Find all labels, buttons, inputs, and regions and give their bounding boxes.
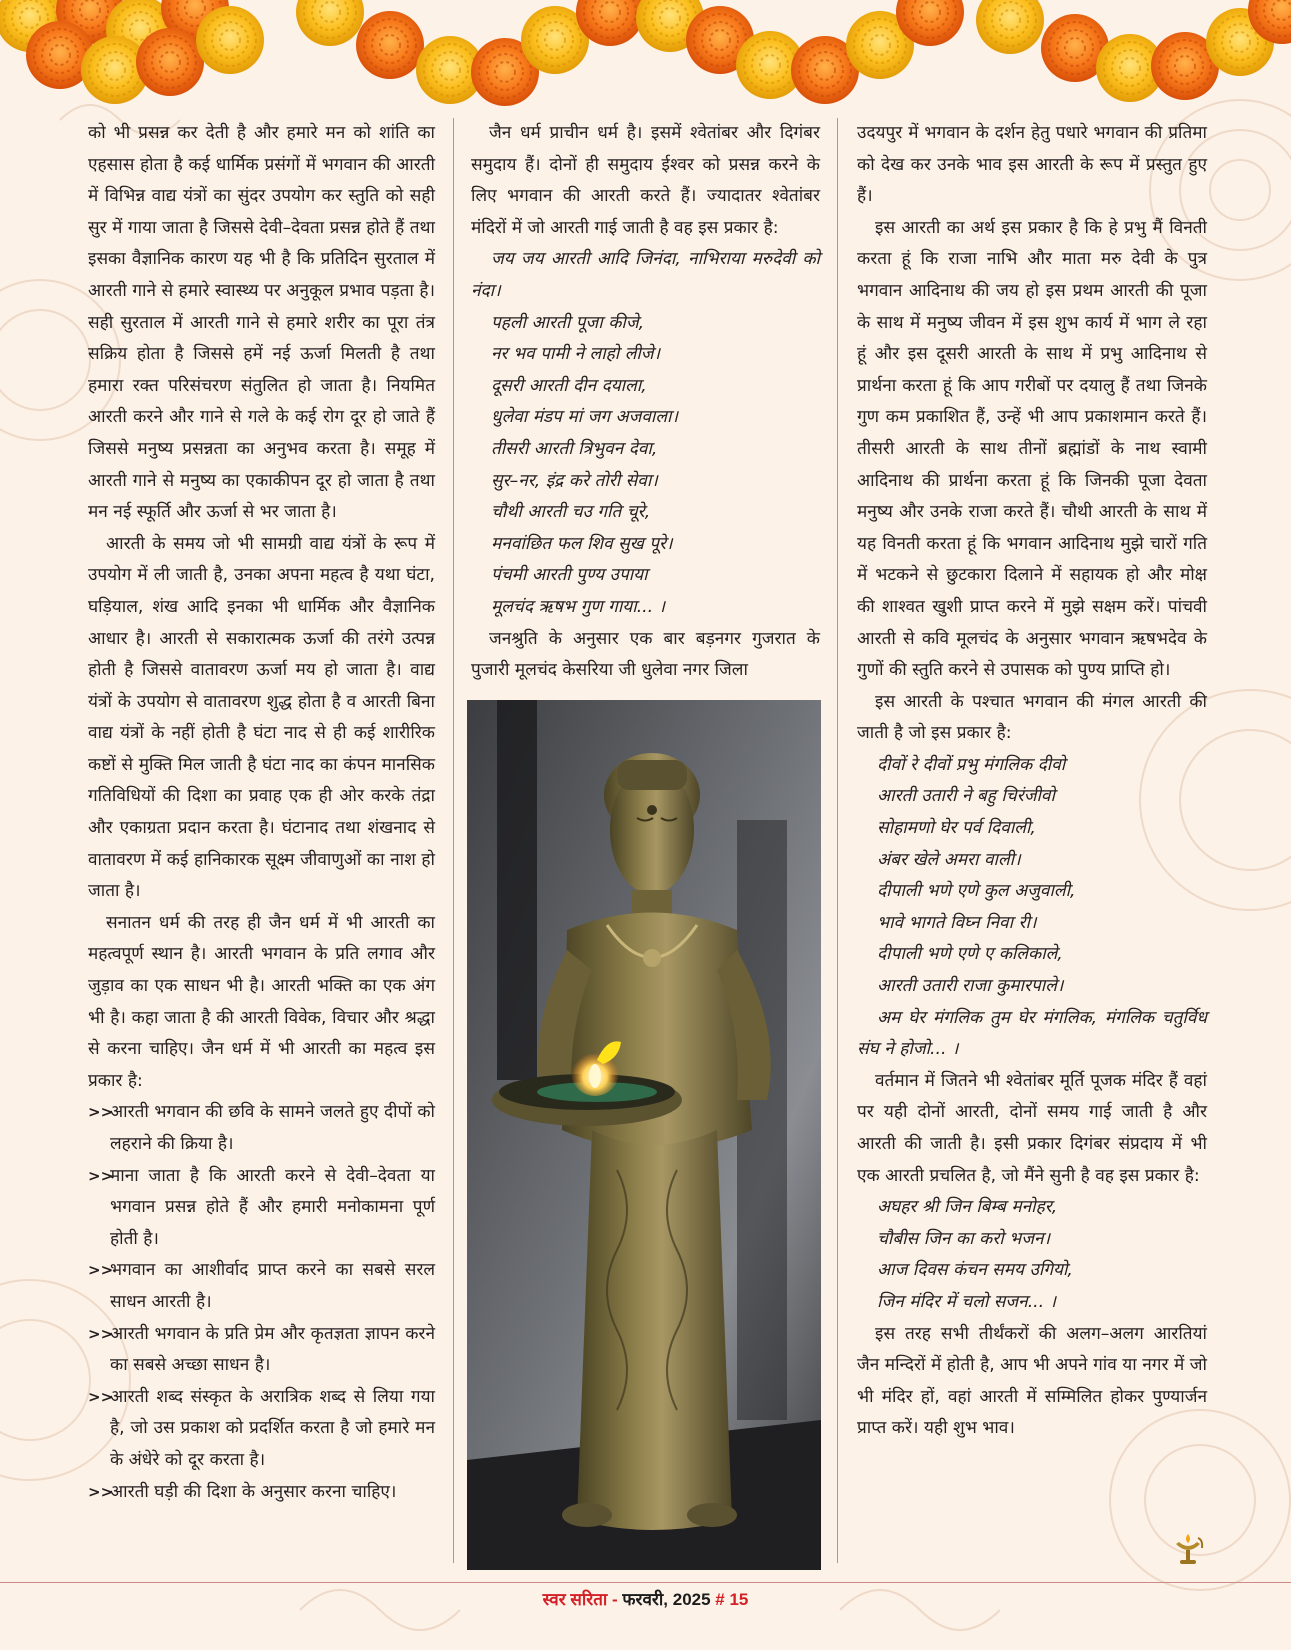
bullet-marker: >>	[88, 1103, 114, 1122]
list-item: >> माना जाता है कि आरती करने से देवी–देवता या भगवान प्रसन्न होते हैं और हमारी मनोकामना पूर्ण होती है।	[88, 1161, 435, 1256]
verse-line: सुर–नर, इंद्र करे तोरी सेवा।	[491, 470, 658, 491]
paragraph-legend: जनश्रुति के अनुसार एक बार बड़नगर गुजरात के पुजारी मूलचंद केसरिया जी धुलेवा नगर जिला	[471, 628, 820, 681]
verse-closing: अम घेर मंगलिक तुम घेर मंगलिक, मंगलिक चतुर्विध संघ ने होजो... ।	[857, 1007, 1207, 1060]
verse-line: आरती उतारी राजा कुमारपाले।	[877, 976, 1064, 997]
verse-line: चौथी आरती चउ गति चूरे,	[491, 502, 651, 523]
verse-line: तीसरी आरती त्रिभुवन देवा,	[491, 438, 658, 459]
verse-line: दीवों रे दीवों प्रभु मंगलिक दीवो	[877, 754, 1066, 775]
marigold-flower	[976, 0, 1044, 54]
verse-line: भावे भागते विघ्न निवा री।	[877, 912, 1037, 933]
verse-line: पहली आरती पूजा कीजे,	[491, 312, 645, 333]
paragraph-aarti-meaning: इस आरती का अर्थ इस प्रकार है कि हे प्रभु मैं विनती करता हूं कि राजा नाभि और माता मरु देवी के पुत्र भगवान आदिनाथ की जय हो इस प्रथम आरती की पूजा के साथ में मनुष्य जीवन में इस शुभ कार्य में भाग ले रहा हूं और इस दूसरी आरती के साथ में प्रभु आदिनाथ से प्रार्थना करता हूं कि आप गरीबों पर दयालु हैं तथा जिनके गुण कम प्रकाशित हैं, उन्हें भी आप प्रकाशमान करते हैं। तीसरी आरती के साथ तीनों ब्रह्मांडों के नाथ स्वामी आदिनाथ की प्रार्थना करता हूं कि जिनकी पूजा देवता मनुष्य और उनके राजा करते हैं। चौथी आरती के साथ में यह विनती करता हूं कि भगवान आदिनाथ मुझे चारों गति में भटकने से छुटकारा दिलाने में सहायक हो और मोक्ष की शाश्वत खुशी प्राप्त करने में मुझे सक्षम करें। पांचवी आरती से कवि मूलचंद के अनुसार भगवान ऋषभदेव के गुणों की स्तुति करने से उपासक को पुण्य प्राप्ति हो।	[857, 217, 1207, 681]
verse-line: धुलेवा मंडप मां जग अजवाला।	[491, 407, 678, 428]
verse-line: दूसरी आरती दीन दयाला,	[491, 375, 647, 396]
paragraph-jain-ancient: जैन धर्म प्राचीन धर्म है। इसमें श्वेतांबर और दिगंबर समुदाय हैं। दोनों ही समुदाय ईश्वर को प्रसन्न करने के लिए भगवान की आरती करते हैं। ज्यादातर श्वेतांबर मंदिरों में जो आरती गाई जाती है वह इस प्रकार है:	[471, 123, 820, 238]
aarti-importance-list	[88, 1097, 435, 1508]
issue-date: फरवरी, 2025	[622, 1590, 711, 1609]
verse-line: सोहामणो घेर पर्व दिवाली,	[877, 818, 1036, 839]
paragraph-udaipur: उदयपुर में भगवान के दर्शन हेतु पधारे भगवान की प्रतिमा को देख कर उनके भाव इस आरती के रूप में प्रस्तुत हुए हैं।	[857, 123, 1207, 207]
verse-line: अंबर खेले अमरा वाली।	[877, 849, 1021, 870]
bullet-marker: >>	[88, 1324, 114, 1343]
verse-line: मूलचंद ऋषभ गुण गाया... ।	[491, 596, 666, 617]
list-item: >> आरती भगवान के प्रति प्रेम और कृतज्ञता ज्ञापन करने का सबसे अच्छा साधन है।	[88, 1319, 435, 1382]
bullet-marker: >>	[88, 1482, 114, 1501]
diya-lamp-icon	[1170, 1532, 1206, 1566]
brass-lamp-bearer-statue-photo	[467, 700, 821, 1570]
verse-line: नर भव पामी ने लाहो लीजे।	[491, 344, 661, 365]
bullet-marker: >>	[88, 1261, 114, 1280]
verse-line: दीपाली भणे एणे कुल अजुवाली,	[877, 881, 1076, 902]
bullet-marker: >>	[88, 1166, 114, 1185]
verse-line: दीपाली भणे एणे ए कलिकाले,	[877, 944, 1063, 965]
article-column-3	[857, 118, 1207, 1445]
verse-line: जिन मंदिर में चलो सजन... ।	[877, 1291, 1057, 1312]
marigold-flower	[196, 6, 264, 74]
column-divider-left	[453, 118, 454, 1563]
marigold-flower	[136, 28, 204, 96]
article-column-2	[471, 118, 820, 687]
footer-separator: -	[607, 1590, 623, 1609]
paragraph-digambar: वर्तमान में जितने भी श्वेतांबर मूर्ति पूजक मंदिर हैं वहां पर यही दोनों आरती, दोनों समय गाई जाती है और आरती की जाती है। इसी प्रकार दिगंबर संप्रदाय में भी एक आरती प्रचलित है, जो मैंने सुनी है वह इस प्रकार है:	[857, 1070, 1207, 1186]
marigold-flower	[296, 0, 364, 46]
bullet-marker: >>	[88, 1387, 114, 1406]
verse-line: आरती उतारी ने बहु चिरंजीवो	[877, 786, 1055, 807]
verse-opening: जय जय आरती आदि जिनंदा, नाभिराया मरुदेवी को नंदा।	[471, 249, 820, 301]
verse-line: पंचमी आरती पुण्य उपाया	[491, 565, 648, 586]
list-item: >> आरती घड़ी की दिशा के अनुसार करना चाहिए।	[88, 1477, 435, 1509]
list-item: >> भगवान का आशीर्वाद प्राप्त करने का सबसे सरल साधन आरती है।	[88, 1255, 435, 1318]
marigold-garland	[0, 0, 1291, 110]
paragraph-closing: इस तरह सभी तीर्थंकरों की अलग–अलग आरतियां जैन मन्दिरों में होती है, आप भी अपने गांव या नगर में जो भी मंदिर हों, वहां आरती में सम्मिलित होकर पुण्यार्जन प्राप्त करें। यही शुभ भाव।	[857, 1323, 1207, 1439]
magazine-name: स्वर सरिता	[542, 1590, 608, 1609]
verse-line: अघहर श्री जिन बिम्ब मनोहर,	[877, 1197, 1058, 1218]
footer-rule	[0, 1582, 1291, 1583]
verse-line: चौबीस जिन का करो भजन।	[877, 1228, 1051, 1249]
verse-line: आज दिवस कंचन समय उगियो,	[877, 1260, 1073, 1281]
verse-line: मनवांछित फल शिव सुख पूरे।	[491, 533, 673, 554]
list-item: >> आरती शब्द संस्कृत के अरात्रिक शब्द से लिया गया है, जो उस प्रकाश को प्रदर्शित करता है जो हमारे मन के अंधेरे को दूर करता है।	[88, 1382, 435, 1477]
list-item: >> आरती भगवान की छवि के सामने जलते हुए दीपों को लहराने की क्रिया है।	[88, 1097, 435, 1160]
paragraph-instruments: आरती के समय जो भी सामग्री वाद्य यंत्रों के रूप में उपयोग में ली जाती है, उनका अपना महत्व है यथा घंटा, घड़ियाल, शंख आदि इनका भी धार्मिक और वैज्ञानिक आधार है। आरती से सकारात्मक ऊर्जा की तरंगे उत्पन्न होती है जिससे वातावरण ऊर्जा मय हो जाता है। वाद्य यंत्रों के उपयोग से वातावरण शुद्ध होता है व आरती बिना वाद्य यंत्रों के नहीं होती है घंटा नाद से ही कई शारीरिक कष्टों से मुक्ति मिल जाती है घंटा नाद का कंपन मानसिक गतिविधियों की दिशा का प्रवाह एक ही ओर करके तंद्रा और एकाग्रता प्रदान करता है। घंटानाद तथा शंखनाद से वातावरण में कई हानिकारक सूक्ष्म जीवाणुओं का नाश हो जाता है।	[88, 533, 435, 902]
article-column-1	[88, 118, 435, 1508]
marigold-flower	[356, 11, 424, 79]
page-footer	[0, 1587, 1291, 1610]
page-number: # 15	[710, 1590, 749, 1609]
paragraph-aarti-benefits: को भी प्रसन्न कर देती है और हमारे मन को शांति का एहसास होता है कई धार्मिक प्रसंगों में भगवान की आरती में विभिन्न वाद्य यंत्रों का सुंदर उपयोग कर स्तुति को सही सुर में गाया जाता है जिससे देवी–देवता प्रसन्न होते हैं तथा इसका वैज्ञानिक कारण यह भी है कि प्रतिदिन सुरताल में आरती गाने से हमारे स्वास्थ्य पर अनुकूल प्रभाव पड़ता है। सही सुरताल में आरती गाने से हमारे शरीर का पूरा तंत्र सक्रिय होता है जिससे हमें नई ऊर्जा मिलती है तथा हमारा रक्त परिसंचरण संतुलित हो जाता है। नियमित आरती करने और गाने से गले के कई रोग दूर हो जाते हैं जिससे मनुष्य प्रसन्नता का अनुभव करता है। समूह में आरती गाने से मनुष्य का एकाकीपन दूर हो जाता है तथा मन नई स्फूर्ति और ऊर्जा से भर जाता है।	[88, 123, 435, 523]
paragraph-mangal-aarti: इस आरती के पश्चात भगवान की मंगल आरती की जाती है जो इस प्रकार है:	[857, 691, 1207, 744]
column-divider-right	[837, 118, 838, 1563]
paragraph-jain-aarti: सनातन धर्म की तरह ही जैन धर्म में भी आरती का महत्वपूर्ण स्थान है। आरती भगवान के प्रति लगाव और जुड़ाव का एक साधन भी है। आरती भक्ति का एक अंग भी है। कहा जाता है की आरती विवेक, विचार और श्रद्धा से करना चाहिए। जैन धर्म में भी आरती का महत्व इस प्रकार है:	[88, 912, 435, 1091]
